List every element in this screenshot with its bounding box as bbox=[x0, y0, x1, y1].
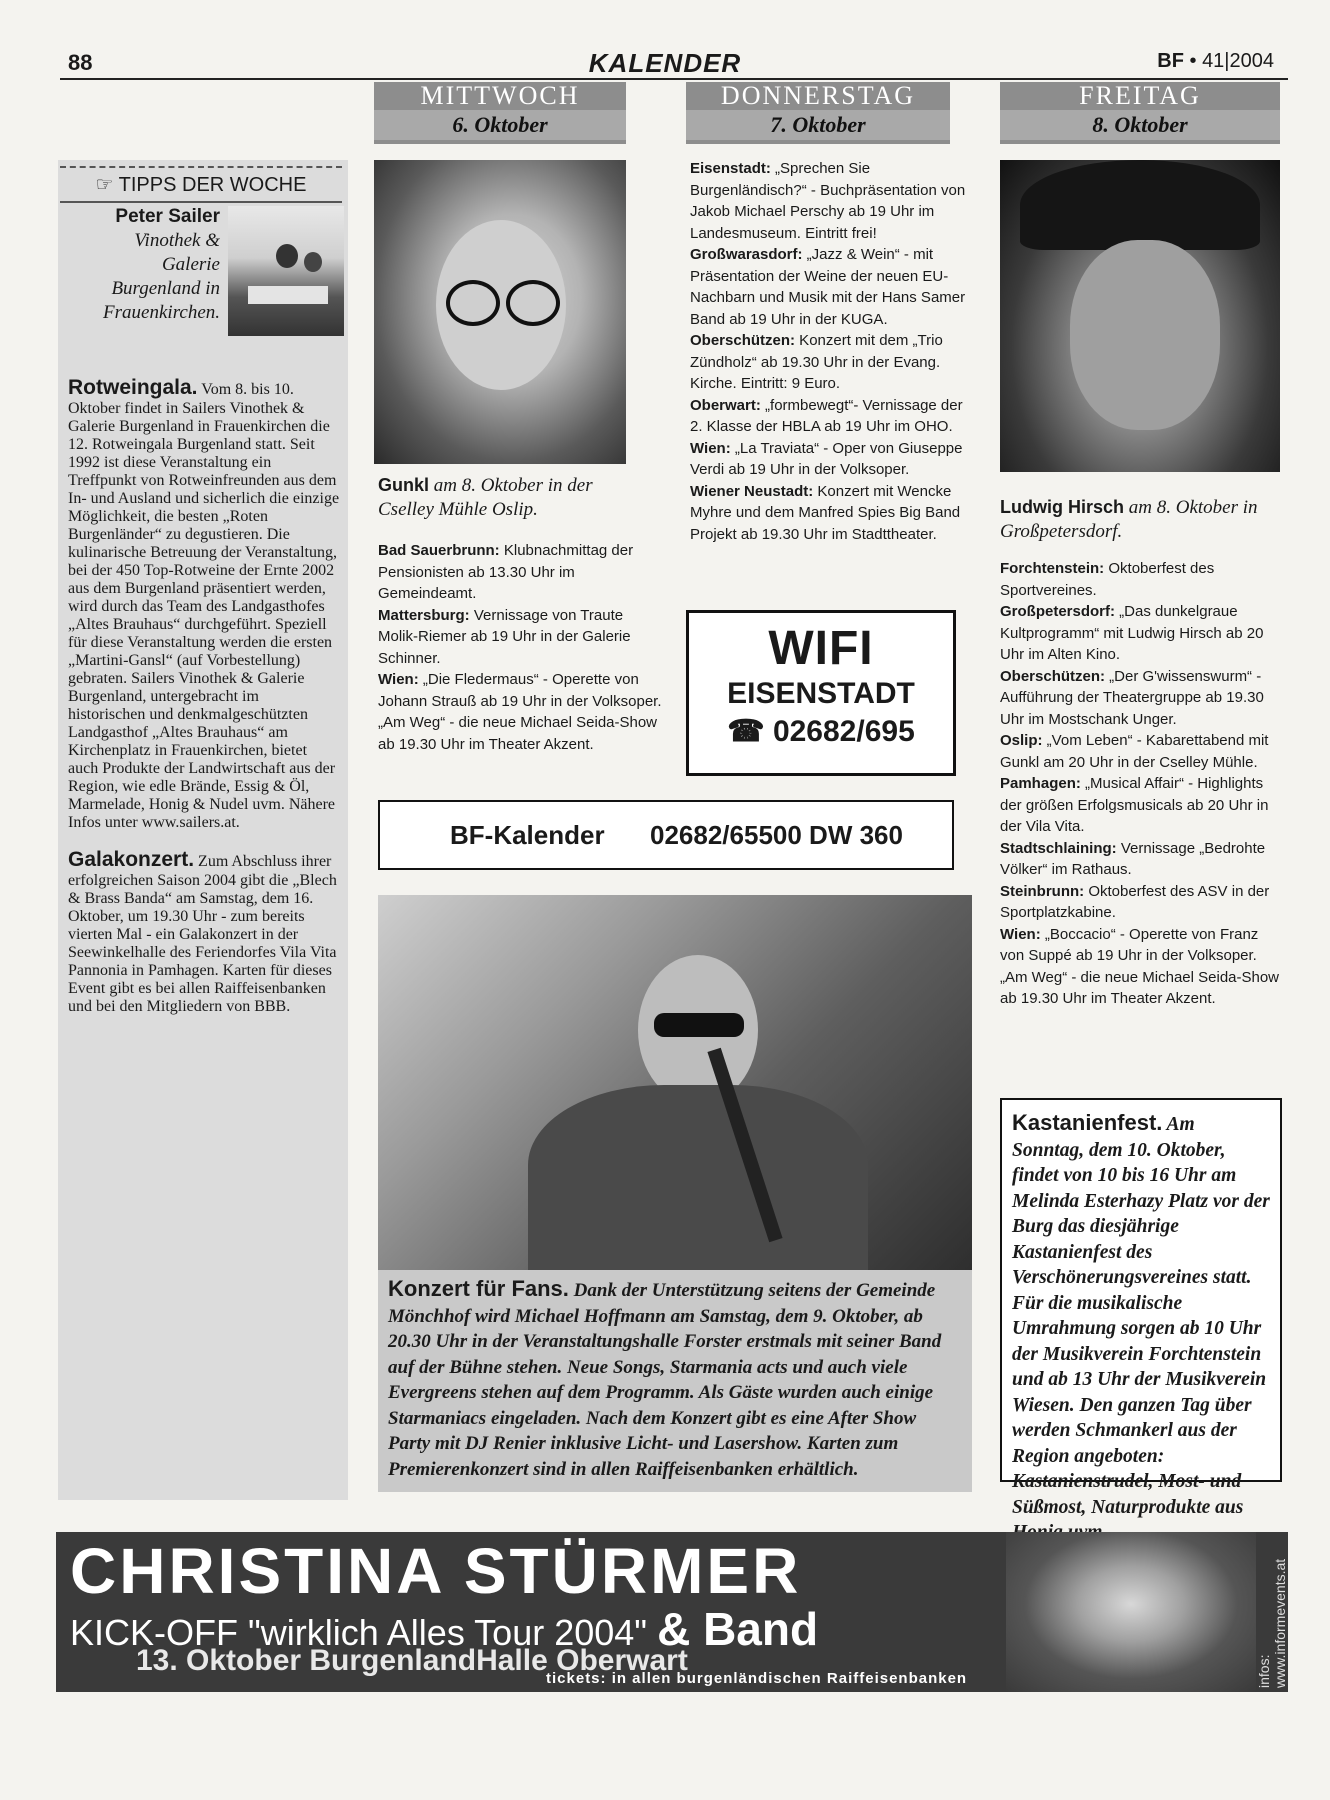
hat-icon bbox=[1020, 160, 1260, 250]
event-place: Eisenstadt: bbox=[690, 160, 771, 177]
kastanienfest-article bbox=[1012, 1110, 1270, 1546]
glasses-icon bbox=[446, 280, 500, 326]
banner-tickets: tickets: in allen burgenländischen Raiffeisenbanken bbox=[546, 1670, 968, 1687]
ludwig-hirsch-caption bbox=[1000, 496, 1280, 544]
article-lead: Konzert für Fans. bbox=[388, 1276, 569, 1301]
event-item bbox=[690, 395, 976, 438]
freitag-events bbox=[1000, 558, 1284, 1010]
ludwig-hirsch-photo bbox=[1000, 160, 1280, 472]
article-lead: Kastanienfest. bbox=[1012, 1110, 1163, 1135]
tipps-heading bbox=[60, 166, 342, 203]
caption-text: Vinothek & Galerie Burgenland in Frauenkirchen. bbox=[103, 230, 220, 323]
event-item bbox=[1000, 601, 1284, 666]
artist-photo bbox=[1006, 1532, 1256, 1692]
christina-stuermer-banner bbox=[56, 1532, 1288, 1692]
event-item bbox=[1000, 666, 1284, 731]
bf-kalender-phone: 02682/65500 DW 360 bbox=[650, 820, 903, 850]
event-item bbox=[378, 712, 664, 755]
header-rule bbox=[60, 78, 1288, 80]
day-name: FREITAG bbox=[1079, 81, 1201, 110]
event-text: Oktoberfest des Sportvereines. bbox=[1000, 560, 1215, 599]
table-shape bbox=[248, 286, 328, 304]
event-place: Steinbrunn: bbox=[1000, 882, 1085, 900]
konzert-caption-box bbox=[378, 1270, 972, 1492]
event-item bbox=[378, 669, 664, 712]
event-place: Großpetersdorf: bbox=[1000, 603, 1116, 620]
publication-name: BF bbox=[1157, 50, 1184, 72]
wifi-city: EISENSTADT bbox=[727, 677, 915, 710]
event-place: Wien: bbox=[378, 671, 419, 688]
banner-date-venue: 13. Oktober BurgenlandHalle Oberwart bbox=[136, 1644, 688, 1677]
event-item bbox=[1000, 881, 1284, 924]
jacket-shape bbox=[528, 1085, 868, 1273]
event-text: „Die Fledermaus“ - Operette von Johann Strauß ab 19 Uhr in der Volksoper. bbox=[378, 671, 662, 710]
section-title: KALENDER bbox=[588, 48, 742, 78]
event-item bbox=[690, 158, 976, 244]
event-place: Bad Sauerbrunn: bbox=[378, 542, 500, 559]
event-text: „Der G'wissenswurm“ - Aufführung der Theatergruppe ab 19.30 Uhr im Mostschank Unger. bbox=[1000, 667, 1264, 728]
event-text: „Das dunkelgraue Kultprogramm“ mit Ludwig Hirsch ab 20 Uhr im Alten Kino. bbox=[1000, 603, 1264, 663]
event-text: „Vom Leben“ - Kabarettabend mit Gunkl am 20 Uhr in der Cselley Mühle. bbox=[1000, 732, 1269, 771]
event-place: Oberwart: bbox=[690, 396, 761, 414]
day-header-wednesday bbox=[374, 82, 626, 144]
article-lead: Galakonzert. bbox=[68, 848, 195, 871]
day-name: MITTWOCH bbox=[420, 81, 580, 110]
event-place: Wien: bbox=[1000, 925, 1041, 943]
issue-info: BF • 41|2004 bbox=[1157, 50, 1274, 72]
day-header-friday bbox=[1000, 82, 1280, 144]
article-body: Dank der Unterstützung seitens der Gemeinde Mönchhof wird Michael Hoffmann am Samstag, dem 9. Oktober, ab 20.30 Uhr in der Veranstaltungshalle Forster erstmals mit seiner Band auf der Bühne stehen. Neue Songs, Starmania acts und auch viele Evergreens stehen auf dem Programm. Als Gäste wurden auch einige Starmaniacs eingeladen. Nach dem Konzert gibt es eine After Show Party mit DJ Renier inklusive Licht- und Lasershow. Karten zum Premierenkonzert sind in allen Raiffeisenbanken erhältlich. bbox=[388, 1280, 942, 1480]
sunglasses-icon bbox=[654, 1013, 744, 1037]
event-item bbox=[690, 244, 976, 330]
rotweingala-article bbox=[68, 376, 340, 832]
event-text: Klubnachmittag der Pensionisten ab 13.30 Uhr im Gemeindeamt. bbox=[378, 542, 634, 602]
konzert-article bbox=[388, 1276, 962, 1482]
article-body: Zum Abschluss ihrer erfolgreichen Saison 2004 gibt die „Blech & Brass Banda“ am Samstag, dem 16. Oktober, um 19.30 Uhr - zum bereits vierten Mal - ein Galakonzert in der Seewinkelhalle des Feriendorfes Vila Vita Pannonia in Pamhagen. Karten für dieses Event gibt es bei allen Raiffeisenbanken und bei den Mitgliedern von BBB. bbox=[68, 853, 337, 1015]
wifi-logo: WIFI bbox=[768, 622, 874, 675]
day-header-thursday bbox=[686, 82, 950, 144]
article-body: Vom 8. bis 10. Oktober findet in Sailers Vinothek & Galerie Burgenland in Frauenkirchen die 12. Rotweingala Burgenland statt. Seit 1992 ist diese Veranstaltung ein Treffpunkt von Rotweinfreunden aus dem In- und Ausland und sicherlich die einzige Möglichkeit, die besten „Roten Burgenländer“ zu degustieren. Die kulinarische Betreuung der Veranstaltung, bei der 450 Top-Rotweine der Ernte 2002 aus dem Burgenland präsentiert werden, wird durch das Team des Landgasthofes „Altes Brauhaus“ durchgeführt. Speziell für diese Veranstaltung werden die ersten „Martini-Gansl“ (auf Vorbestellung) gebraten. Sailers Vinothek & Galerie Burgenland, untergebracht im historischen und denkmalgeschützten Landgasthof „Altes Brauhaus“ am Kirchenplatz in Frauenkirchen, bietet auch Produkte der Landwirtschaft aus der Region, wie edle Brände, Essig & Öl, Marmelade, Honig & Nudel uvm. Nähere Infos unter www.sailers.at. bbox=[68, 381, 340, 831]
event-text: „Sprechen Sie Burgenländisch?“ - Buchpräsentation von Jakob Michael Perschy ab 19 Uhr im Landesmuseum. Eintritt frei! bbox=[690, 160, 966, 242]
wifi-ad bbox=[686, 610, 956, 776]
event-place: Oberschützen: bbox=[690, 332, 796, 349]
event-item bbox=[1000, 558, 1284, 601]
event-item bbox=[1000, 924, 1284, 967]
peter-sailer-photo bbox=[228, 206, 344, 336]
page-number: 88 bbox=[68, 50, 93, 75]
banner-info-url: infos: www.informevents.at bbox=[1256, 1558, 1288, 1688]
event-item bbox=[1000, 773, 1284, 838]
gunkl-caption bbox=[378, 474, 630, 522]
donnerstag-events bbox=[690, 158, 976, 545]
tipps-heading-text: TIPPS DER WOCHE bbox=[118, 174, 307, 196]
event-text: „Musical Affair“ - Highlights der größen Erfolgsmusicals ab 20 Uhr in der Vila Vita. bbox=[1000, 775, 1269, 835]
event-item bbox=[1000, 967, 1284, 1010]
banner-tour-title: KICK-OFF "wirklich Alles Tour 2004" bbox=[70, 1612, 648, 1653]
pointing-hand-icon: ☞ bbox=[95, 174, 119, 196]
banner-artist: CHRISTINA STÜRMER bbox=[70, 1535, 802, 1607]
wifi-phone bbox=[689, 713, 953, 751]
issue-number: 41|2004 bbox=[1202, 50, 1274, 72]
event-text: Vernissage von Traute Molik-Riemer ab 19 Uhr in der Galerie Schinner. bbox=[378, 606, 631, 667]
day-date: 8. Oktober bbox=[1000, 110, 1280, 140]
person-silhouette bbox=[276, 244, 298, 268]
article-body: Am Sonntag, dem 10. Oktober, findet von 10 bis 16 Uhr am Melinda Esterhazy Platz vor der Burg das diesjährige Kastanienfest des Verschönerungsvereines statt. Für die musikalische Umrahmung sorgen ab 10 Uhr der Musikverein Forchtenstein und ab 13 Uhr der Musikverein Wiesen. Den ganzen Tag über werden Schmankerl aus der Region angeboten: Kastanienstrudel, Most- und Süßmost, Naturprodukte aus bbox=[1012, 1114, 1270, 1518]
event-place: Forchtenstein: bbox=[1000, 560, 1105, 577]
event-text: Oktoberfest des ASV in der Sportplatzkabine. bbox=[1000, 882, 1270, 921]
event-text: Konzert mit Wencke Myhre und dem Manfred Spies Big Band Projekt ab 19.30 Uhr im Stadttheater. bbox=[690, 482, 961, 543]
caption-name: Peter Sailer bbox=[115, 206, 220, 227]
day-date: 7. Oktober bbox=[686, 110, 950, 140]
event-place: Pamhagen: bbox=[1000, 775, 1081, 792]
event-text: „Am Weg“ - die neue Michael Seida-Show ab 19.30 Uhr im Theater Akzent. bbox=[378, 714, 658, 753]
caption-text: am 8. Oktober in der Cselley Mühle Oslip. bbox=[378, 475, 593, 520]
day-date: 6. Oktober bbox=[374, 110, 626, 140]
caption-name: Gunkl bbox=[378, 475, 430, 495]
peter-sailer-caption bbox=[100, 205, 220, 325]
bf-kalender-label: BF-Kalender bbox=[450, 820, 605, 850]
event-place: Wien: bbox=[690, 439, 731, 457]
michael-hoffmann-photo bbox=[378, 895, 972, 1273]
event-item bbox=[1000, 730, 1284, 773]
event-text: „Jazz & Wein“ - mit Präsentation der Weine der neuen EU-Nachbarn und Musik mit der Hans Samer Band ab 19 Uhr in der KUGA. bbox=[690, 246, 966, 328]
galakonzert-article bbox=[68, 848, 340, 1016]
event-item bbox=[690, 481, 976, 546]
event-item bbox=[690, 438, 976, 481]
event-place: Oberschützen: bbox=[1000, 667, 1106, 685]
event-item bbox=[1000, 838, 1284, 881]
article-lead: Rotweingala. bbox=[68, 376, 198, 399]
face-shape bbox=[1070, 240, 1220, 430]
event-place: Oslip: bbox=[1000, 732, 1043, 749]
caption-text: am 8. Oktober in Großpetersdorf. bbox=[1000, 497, 1258, 542]
event-item bbox=[378, 605, 664, 670]
phone-icon: ☎ bbox=[727, 715, 773, 748]
event-text: „Am Weg“ - die neue Michael Seida-Show ab 19.30 Uhr im Theater Akzent. bbox=[1000, 968, 1280, 1007]
event-text: Konzert mit dem „Trio Zündholz“ ab 19.30 Uhr in der Evang. Kirche. Eintritt: 9 Euro. bbox=[690, 332, 943, 392]
person-silhouette bbox=[304, 252, 322, 272]
event-item bbox=[378, 540, 664, 605]
wifi-phone-number: 02682/695 bbox=[772, 715, 915, 748]
event-text: Vernissage „Bedrohte Völker“ im Rathaus. bbox=[1000, 839, 1266, 878]
tipps-articles bbox=[68, 360, 340, 1032]
bf-kalender-box bbox=[378, 800, 954, 870]
event-text: „La Traviata“ - Oper von Giuseppe Verdi ab 19 Uhr in der Volksoper. bbox=[690, 439, 963, 478]
event-place: Großwarasdorf: bbox=[690, 246, 803, 263]
mittwoch-events bbox=[378, 540, 664, 755]
event-place: Stadtschlaining: bbox=[1000, 839, 1117, 857]
day-name: DONNERSTAG bbox=[720, 81, 916, 110]
event-item bbox=[690, 330, 976, 395]
event-text: „formbewegt“- Vernissage der 2. Klasse der HBLA ab 19 Uhr im OHO. bbox=[690, 396, 963, 435]
event-text: „Boccacio“ - Operette von Franz von Suppé ab 19 Uhr in der Volksoper. bbox=[1000, 925, 1259, 964]
kastanienfest-box bbox=[1000, 1098, 1282, 1518]
event-place: Wiener Neustadt: bbox=[690, 482, 814, 500]
event-place: Mattersburg: bbox=[378, 606, 470, 624]
gunkl-photo bbox=[374, 160, 626, 464]
caption-name: Ludwig Hirsch bbox=[1000, 497, 1125, 517]
glasses-icon bbox=[506, 280, 560, 326]
banner-band: & Band bbox=[657, 1603, 819, 1655]
